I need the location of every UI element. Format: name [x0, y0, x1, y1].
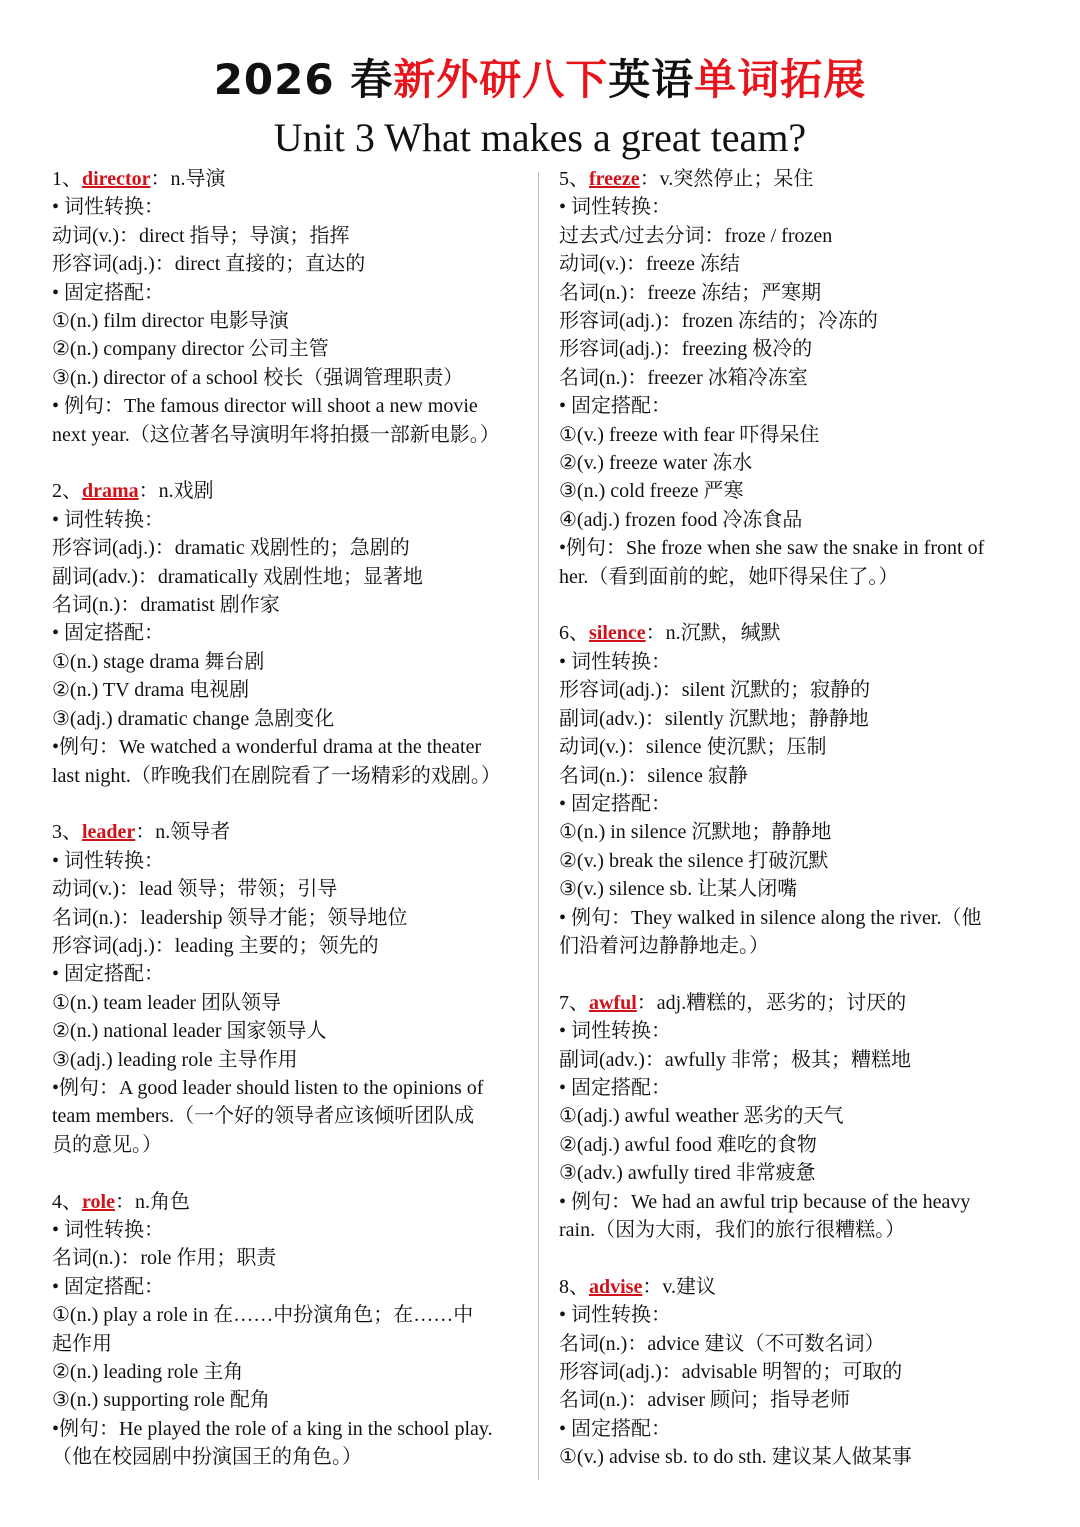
- entry-heading: [559, 989, 1037, 1017]
- entry-line: • 词性转换：: [559, 1020, 672, 1043]
- entry-line: ②(v.) freeze water 冻水: [559, 452, 753, 475]
- entry-spacer: [52, 449, 530, 477]
- entry-line: • 固定搭配：: [52, 622, 165, 645]
- entry-line: ③(v.) silence sb. 让某人闭嘴: [559, 878, 798, 901]
- entry-heading: [559, 165, 1037, 193]
- entry-line: （他在校园剧中扮演国王的角色。）: [52, 1446, 362, 1469]
- title-topic: 单词拓展: [694, 55, 867, 104]
- entry-number: 6、: [559, 622, 589, 645]
- entry-meaning: ：n.沉默，缄默: [645, 622, 781, 645]
- entry-line: ①(v.) freeze with fear 吓得呆住: [559, 423, 820, 446]
- entry-line: 动词(v.)：direct 指导；导演；指挥: [52, 224, 350, 247]
- unit-subtitle: Unit 3 What makes a great team?: [273, 115, 807, 160]
- entry-line: ③(adv.) awfully tired 非常疲惫: [559, 1162, 816, 1185]
- entry-line: •例句：A good leader should listen to the opinions of: [52, 1076, 484, 1099]
- entry-line: ③(n.) cold freeze 严寒: [559, 480, 744, 503]
- entry-meaning: ：n.角色: [114, 1190, 190, 1213]
- entry-number: 1、: [52, 168, 82, 190]
- entry-line: • 例句：We had an awful trip because of the heavy: [559, 1190, 971, 1213]
- entry-meaning: ：n.领导者: [135, 821, 231, 844]
- entry-line: • 固定搭配：: [52, 963, 165, 986]
- entry-line: 名词(n.)：leadership 领导才能；领导地位: [52, 906, 408, 929]
- entry-spacer: [559, 960, 1037, 988]
- entry-line: 动词(v.)：freeze 冻结: [559, 253, 740, 276]
- entry-line: • 固定搭配：: [52, 1275, 165, 1298]
- headword: drama: [82, 480, 139, 503]
- vocab-entry-awful: [559, 989, 1037, 1245]
- headword: advise: [589, 1275, 643, 1298]
- entry-line: • 词性转换：: [52, 196, 165, 219]
- headword: silence: [589, 622, 646, 645]
- entry-line: 名词(n.)：dramatist 剧作家: [52, 594, 280, 617]
- entry-meaning: ：v.突然停止；呆住: [639, 168, 814, 190]
- entry-line: ②(adj.) awful food 难吃的食物: [559, 1133, 817, 1156]
- vocab-entry-role: [52, 1188, 530, 1472]
- entry-number: 3、: [52, 821, 82, 844]
- vocab-entry-drama: [52, 477, 530, 789]
- entry-line: ③(adj.) leading role 主导作用: [52, 1048, 298, 1071]
- entry-line: 名词(n.)：freeze 冻结；严寒期: [559, 281, 822, 304]
- entry-line: • 固定搭配：: [559, 1417, 672, 1440]
- vocab-entry-director: [52, 165, 530, 449]
- entry-line: 过去式/过去分词：froze / frozen: [559, 224, 833, 247]
- entry-line: 形容词(adj.)：dramatic 戏剧性的；急剧的: [52, 537, 410, 560]
- entry-line: • 词性转换：: [52, 1218, 165, 1241]
- entry-line: • 词性转换：: [52, 508, 165, 531]
- entry-line: ③(n.) supporting role 配角: [52, 1389, 270, 1412]
- entry-spacer: [559, 1244, 1037, 1272]
- entry-spacer: [52, 790, 530, 818]
- entry-line: • 固定搭配：: [559, 792, 672, 815]
- entry-line: 副词(adv.)：dramatically 戏剧性地；显著地: [52, 565, 423, 588]
- vocab-entry-advise: [559, 1273, 1037, 1472]
- entry-line: • 固定搭配：: [559, 395, 672, 418]
- title-subject: 英语: [608, 55, 695, 104]
- entry-line: • 固定搭配：: [52, 281, 165, 304]
- headword: director: [82, 168, 151, 190]
- entry-line: • 固定搭配：: [559, 1076, 672, 1099]
- vocab-entry-leader: [52, 818, 530, 1159]
- entry-line: team members.（一个好的领导者应该倾听团队成: [52, 1105, 475, 1128]
- entry-line: • 词性转换：: [52, 849, 165, 872]
- vocab-entry-freeze: [559, 165, 1037, 591]
- entry-line: •例句：We watched a wonderful drama at the theater: [52, 736, 482, 759]
- page-title: [0, 52, 1080, 108]
- entry-line: 形容词(adj.)：advisable 明智的；可取的: [559, 1361, 903, 1384]
- entry-line: 名词(n.)：freezer 冰箱冷冻室: [559, 366, 808, 389]
- entry-line: • 例句：The famous director will shoot a new movie: [52, 395, 478, 418]
- entry-line: 副词(adv.)：silently 沉默地；静静地: [559, 707, 869, 730]
- entry-line: rain.（因为大雨，我们的旅行很糟糕。）: [559, 1219, 906, 1241]
- vocab-entry-silence: [559, 619, 1037, 960]
- entry-line: ②(n.) national leader 国家领导人: [52, 1020, 327, 1043]
- entry-line: 形容词(adj.)：leading 主要的；领先的: [52, 934, 379, 957]
- left-column: [52, 165, 530, 1472]
- entry-line: ③(n.) director of a school 校长（强调管理职责）: [52, 366, 464, 389]
- entry-meaning: ：v.建议: [642, 1275, 717, 1298]
- entry-line: ②(v.) break the silence 打破沉默: [559, 849, 829, 872]
- entry-line: ②(n.) TV drama 电视剧: [52, 679, 250, 702]
- entry-line: ④(adj.) frozen food 冷冻食品: [559, 508, 803, 531]
- entry-heading: [52, 1188, 530, 1216]
- entry-spacer: [559, 591, 1037, 619]
- entry-line: 形容词(adj.)：frozen 冻结的；冷冻的: [559, 310, 878, 333]
- entry-line: 员的意见。）: [52, 1133, 162, 1156]
- headword: freeze: [589, 168, 640, 190]
- entry-line: 动词(v.)：lead 领导；带领；引导: [52, 878, 338, 901]
- entry-line: 名词(n.)：advice 建议（不可数名词）: [559, 1332, 885, 1355]
- entry-meaning: ：n.戏剧: [138, 480, 214, 503]
- entry-line: 们沿着河边静静地走。）: [559, 934, 769, 957]
- title-year: 2026 春: [213, 55, 394, 104]
- entry-line: ①(adj.) awful weather 恶劣的天气: [559, 1105, 844, 1128]
- entry-line: • 例句：They walked in silence along the river.（他: [559, 906, 982, 929]
- entry-line: 动词(v.)：silence 使沉默；压制: [559, 736, 827, 759]
- entry-line: ①(n.) stage drama 舞台剧: [52, 650, 265, 673]
- entry-heading: [559, 619, 1037, 647]
- entry-line: last night.（昨晚我们在剧院看了一场精彩的戏剧。）: [52, 764, 501, 787]
- headword: leader: [82, 821, 136, 844]
- right-column: [559, 165, 1037, 1472]
- entry-line: 名词(n.)：silence 寂静: [559, 764, 748, 787]
- entry-heading: [52, 165, 530, 193]
- entry-number: 2、: [52, 480, 82, 503]
- entry-line: ①(n.) team leader 团队领导: [52, 991, 281, 1014]
- entry-line: •例句：She froze when she saw the snake in front of: [559, 537, 985, 560]
- entry-number: 8、: [559, 1275, 589, 1298]
- entry-line: her.（看到面前的蛇，她吓得呆住了。）: [559, 565, 899, 588]
- entry-line: ①(n.) play a role in 在……中扮演角色；在……中: [52, 1304, 474, 1327]
- entry-line: • 词性转换：: [559, 1304, 672, 1327]
- entry-line: 形容词(adj.)：direct 直接的；直达的: [52, 253, 366, 276]
- title-textbook: 新外研八下: [393, 55, 609, 104]
- entry-line: 形容词(adj.)：freezing 极冷的: [559, 338, 813, 361]
- entry-line: 副词(adv.)：awfully 非常；极其；糟糕地: [559, 1048, 911, 1071]
- entry-line: ①(n.) in silence 沉默地；静静地: [559, 821, 832, 844]
- entry-line: ②(n.) leading role 主角: [52, 1361, 244, 1384]
- entry-meaning: ：n.导演: [150, 168, 226, 190]
- entry-line: ③(adj.) dramatic change 急剧变化: [52, 707, 335, 730]
- entry-line: 形容词(adj.)：silent 沉默的；寂静的: [559, 679, 871, 702]
- entry-line: next year.（这位著名导演明年将拍摄一部新电影。）: [52, 423, 500, 446]
- entry-heading: [559, 1273, 1037, 1301]
- entry-line: ①(n.) film director 电影导演: [52, 310, 289, 333]
- entry-line: 名词(n.)：adviser 顾问；指导老师: [559, 1389, 851, 1412]
- entry-line: •例句：He played the role of a king in the school play.: [52, 1417, 493, 1440]
- entry-line: 名词(n.)：role 作用；职责: [52, 1247, 277, 1270]
- entry-meaning: ：adj.糟糕的，恶劣的；讨厌的: [636, 991, 907, 1014]
- headword: role: [82, 1190, 115, 1213]
- entry-number: 4、: [52, 1190, 82, 1213]
- entry-line: 起作用: [52, 1332, 112, 1355]
- entry-line: • 词性转换：: [559, 650, 672, 673]
- entry-heading: [52, 818, 530, 846]
- headword: awful: [589, 991, 637, 1014]
- column-divider: [538, 172, 539, 1480]
- entry-spacer: [52, 1159, 530, 1187]
- entry-number: 5、: [559, 168, 589, 190]
- entry-line: ②(n.) company director 公司主管: [52, 338, 329, 361]
- entry-line: ①(v.) advise sb. to do sth. 建议某人做某事: [559, 1446, 912, 1469]
- entry-number: 7、: [559, 991, 589, 1014]
- entry-heading: [52, 477, 530, 505]
- entry-line: • 词性转换：: [559, 196, 672, 219]
